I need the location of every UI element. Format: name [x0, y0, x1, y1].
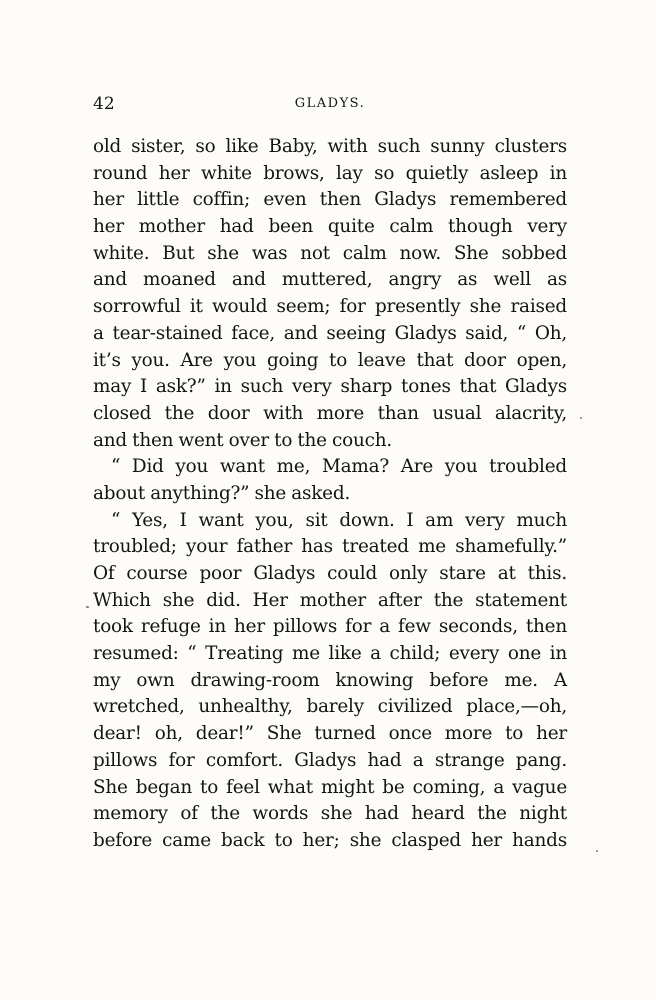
text-line: She began to feel what might be coming, a vague — [93, 776, 567, 798]
text-line: my own drawing-room knowing before me. A — [93, 669, 567, 691]
text-line: her little coffin; even then Gladys remembered — [93, 189, 567, 211]
text-line: Of course poor Gladys could only stare at this. — [93, 563, 567, 584]
text-line: troubled; your father has treated me shamefully.” — [93, 536, 567, 558]
text-line: pillows for comfort. Gladys had a strange pang. — [93, 749, 567, 771]
text-line: memory of the words she had heard the night — [93, 803, 567, 825]
text-line: and moaned and muttered, angry as well as — [93, 269, 567, 291]
text-line: a tear-stained face, and seeing Gladys said, “ Oh, — [93, 322, 567, 344]
text-line: old sister, so like Baby, with such sunny clusters — [93, 136, 567, 157]
text-line-paragraph-start: “ Yes, I want you, sit down. I am very much — [111, 509, 567, 531]
text-line: dear! oh, dear!” She turned once more to her — [93, 723, 567, 745]
text-line-paragraph-start: “ Did you want me, Mama? Are you troubled — [111, 456, 567, 478]
print-speck — [86, 606, 89, 608]
print-speck — [580, 417, 582, 419]
body-text — [93, 134, 567, 855]
text-line: her mother had been quite calm though very — [93, 216, 567, 238]
text-line: may I ask?” in such very sharp tones that Gladys — [93, 376, 567, 398]
text-line: resumed: “ Treating me like a child; every one in — [93, 643, 567, 665]
text-line: closed the door with more than usual alacrity, — [93, 402, 567, 424]
text-line-paragraph-end: about anything?” she asked. — [93, 482, 351, 504]
print-speck — [596, 850, 598, 852]
text-line: sorrowful it would seem; for presently she raised — [93, 296, 567, 318]
text-line: round her white brows, lay so quietly asleep in — [93, 162, 567, 184]
page-header — [93, 94, 567, 114]
running-title: GLADYS. — [294, 96, 366, 111]
text-line: took refuge in her pillows for a few seconds, then — [93, 616, 567, 638]
text-line: Which she did. Her mother after the statement — [93, 589, 567, 611]
text-line: it’s you. Are you going to leave that door open, — [93, 349, 567, 371]
page-number: 42 — [93, 94, 115, 114]
text-line-paragraph-end: and then went over to the couch. — [93, 429, 393, 451]
text-line: before came back to her; she clasped her hands — [93, 829, 567, 851]
text-line: white. But she was not calm now. She sobbed — [93, 242, 567, 264]
text-line: wretched, unhealthy, barely civilized place,—oh, — [93, 696, 567, 718]
